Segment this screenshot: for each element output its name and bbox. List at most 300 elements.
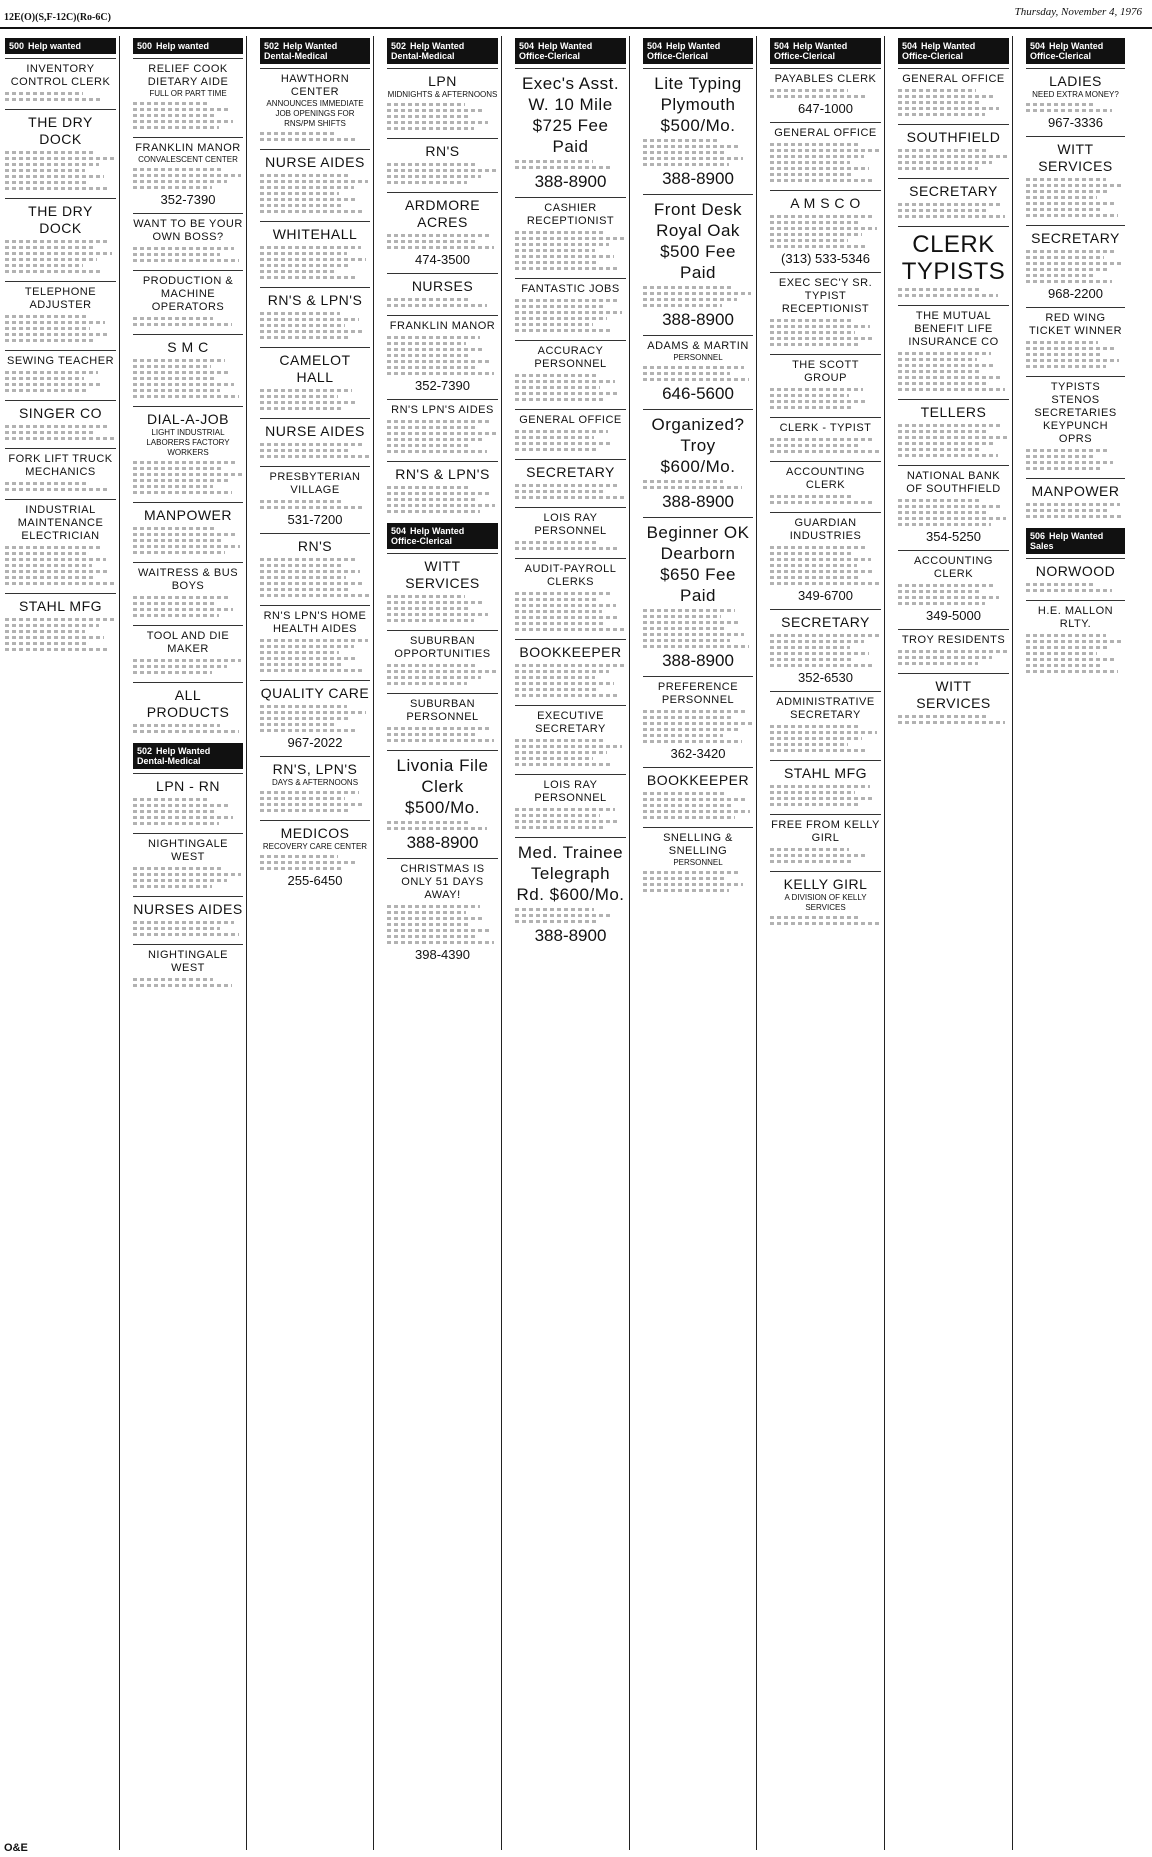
classified-ad bbox=[770, 871, 881, 933]
ad-body-text bbox=[260, 855, 370, 870]
section-title: Help Wanted Dental-Medical bbox=[391, 41, 465, 61]
ad-body-text bbox=[643, 366, 753, 381]
ad-body-text bbox=[387, 664, 498, 685]
column-7 bbox=[767, 36, 885, 1850]
ad-headline: ACCURACY PERSONNEL bbox=[534, 345, 607, 370]
section-number: 504 bbox=[902, 41, 918, 51]
classified-ad bbox=[133, 406, 243, 502]
ad-body-text bbox=[898, 149, 1009, 170]
ad-headline: SEWING TEACHER bbox=[6, 355, 115, 367]
ad-subheadline: A DIVISION OF KELLY SERVICES bbox=[784, 893, 867, 912]
section-number: 504 bbox=[647, 41, 663, 51]
classified-ad bbox=[515, 68, 626, 197]
classified-ad bbox=[898, 550, 1009, 629]
classified-ad bbox=[387, 138, 498, 192]
ad-headline: SUBURBAN OPPORTUNITIES bbox=[394, 635, 491, 660]
ad-body-text bbox=[515, 808, 626, 829]
ad-headline: FANTASTIC JOBS bbox=[521, 283, 620, 295]
ad-body-text bbox=[770, 438, 881, 453]
classified-ad bbox=[133, 270, 243, 334]
classified-ad bbox=[133, 137, 243, 213]
ad-body-text bbox=[260, 389, 370, 410]
ad-headline: CLERK - TYPIST bbox=[779, 422, 872, 434]
classified-ad bbox=[515, 558, 626, 639]
classified-ad bbox=[260, 418, 370, 466]
ad-body-text bbox=[133, 659, 243, 674]
classified-ad bbox=[260, 820, 370, 894]
ad-headline: Beginner OK Dearborn $650 Fee Paid bbox=[646, 523, 750, 605]
classified-ad bbox=[898, 673, 1009, 732]
ad-body-text bbox=[133, 102, 243, 129]
ad-body-text bbox=[5, 482, 116, 491]
ad-body-text bbox=[1026, 583, 1125, 592]
classified-ad bbox=[1026, 307, 1125, 376]
section-number: 502 bbox=[264, 41, 280, 51]
ad-headline: THE SCOTT GROUP bbox=[792, 359, 859, 384]
ad-subheadline: RECOVERY CARE CENTER bbox=[262, 842, 368, 851]
ad-body-text bbox=[133, 461, 243, 494]
ad-headline: INVENTORY CONTROL CLERK bbox=[10, 63, 111, 88]
ad-headline: NIGHTINGALE WEST bbox=[147, 838, 229, 863]
classified-ad bbox=[260, 287, 370, 347]
column-2 bbox=[130, 36, 247, 1850]
ad-headline: BOOKKEEPER bbox=[646, 772, 750, 788]
classified-ad bbox=[515, 278, 626, 340]
ad-headline: MANPOWER bbox=[1031, 483, 1120, 499]
ad-body-text bbox=[387, 103, 498, 130]
ad-headline: LPN bbox=[428, 73, 457, 89]
ad-body-text bbox=[770, 634, 881, 667]
classified-ad bbox=[515, 507, 626, 558]
ad-headline: SUBURBAN PERSONNEL bbox=[406, 698, 479, 723]
classified-ad bbox=[1026, 376, 1125, 478]
ad-body-text bbox=[260, 639, 370, 672]
ad-body-text bbox=[133, 798, 243, 825]
ad-headline: TELLERS bbox=[920, 404, 987, 420]
ad-body-text bbox=[133, 596, 243, 617]
ad-body-text bbox=[770, 388, 881, 409]
ad-body-text bbox=[643, 480, 753, 489]
classified-ad bbox=[133, 334, 243, 406]
classified-ad bbox=[770, 512, 881, 609]
ad-headline: THE DRY DOCK bbox=[28, 203, 93, 236]
ad-body-text bbox=[260, 443, 370, 458]
classified-ad bbox=[643, 68, 753, 194]
section-number: 502 bbox=[391, 41, 407, 51]
classified-ad bbox=[260, 605, 370, 680]
column-5 bbox=[512, 36, 630, 1850]
ad-body-text bbox=[133, 978, 243, 987]
classified-ad bbox=[260, 347, 370, 418]
ad-headline: EXECUTIVE SECRETARY bbox=[535, 710, 606, 735]
classified-ad bbox=[515, 197, 626, 278]
classified-ad bbox=[5, 58, 116, 109]
ad-headline: SECRETARY bbox=[526, 464, 615, 480]
classified-ad bbox=[643, 517, 753, 676]
classified-ad bbox=[133, 625, 243, 682]
classified-ad bbox=[770, 354, 881, 417]
ad-body-text bbox=[5, 151, 116, 190]
ad-body-text bbox=[515, 160, 626, 169]
section-number: 502 bbox=[137, 746, 153, 756]
ad-phone-number: 398-4390 bbox=[415, 947, 470, 962]
classified-ad bbox=[260, 149, 370, 221]
ad-headline: MANPOWER bbox=[144, 507, 232, 523]
classified-ad bbox=[1026, 136, 1125, 225]
ad-body-text bbox=[5, 618, 116, 651]
ad-headline: QUALITY CARE bbox=[260, 685, 370, 701]
classified-ad bbox=[387, 192, 498, 273]
classified-ad bbox=[260, 533, 370, 605]
classified-ad bbox=[133, 833, 243, 896]
ad-phone-number: 388-8900 bbox=[534, 172, 607, 191]
ad-body-text bbox=[770, 916, 881, 925]
ad-phone-number: 531-7200 bbox=[287, 512, 343, 527]
classified-ad bbox=[898, 629, 1009, 673]
ad-headline: LADIES bbox=[1049, 73, 1102, 89]
ad-headline: FRANKLIN MANOR bbox=[135, 142, 241, 154]
ad-body-text bbox=[515, 541, 626, 550]
ad-headline: SECRETARY bbox=[781, 614, 870, 630]
section-header bbox=[387, 38, 498, 64]
ad-body-text bbox=[260, 246, 370, 279]
ad-headline: RED WING TICKET WINNER bbox=[1028, 312, 1123, 337]
ad-body-text bbox=[898, 89, 1009, 116]
section-number: 500 bbox=[9, 41, 25, 51]
ad-headline: TYPISTS STENOS SECRETARIES KEYPUNCH OPRS bbox=[1034, 381, 1117, 445]
ad-headline: LOIS RAY PERSONNEL bbox=[534, 512, 607, 537]
ad-headline: WHITEHALL bbox=[272, 226, 358, 242]
ad-headline: WAITRESS & BUS BOYS bbox=[137, 567, 239, 592]
section-header bbox=[898, 38, 1009, 64]
ad-headline: SECRETARY bbox=[909, 183, 998, 199]
ad-body-text bbox=[643, 710, 753, 743]
ad-headline: S M C bbox=[167, 339, 209, 355]
ad-headline: A M S C O bbox=[790, 195, 861, 211]
section-number: 504 bbox=[1030, 41, 1046, 51]
ad-body-text bbox=[387, 905, 498, 944]
section-number: 504 bbox=[774, 41, 790, 51]
ad-headline: SECRETARY bbox=[1031, 230, 1120, 246]
ad-body-text bbox=[133, 247, 243, 262]
ad-headline: NORWOOD bbox=[1035, 563, 1116, 579]
ad-headline: PRESBYTERIAN VILLAGE bbox=[269, 471, 361, 496]
section-title: Help Wanted Office-Clerical bbox=[1030, 41, 1104, 61]
ad-headline: CLERK TYPISTS bbox=[901, 231, 1006, 285]
classified-ad bbox=[770, 814, 881, 871]
classified-ad bbox=[515, 459, 626, 507]
classified-ad bbox=[260, 466, 370, 533]
classified-ad bbox=[5, 593, 116, 659]
classified-ad bbox=[898, 399, 1009, 465]
ad-headline: PREFERENCE PERSONNEL bbox=[657, 681, 739, 706]
classified-ad bbox=[260, 680, 370, 756]
ad-headline: WANT TO BE YOUR OWN BOSS? bbox=[133, 218, 243, 243]
section-number: 504 bbox=[391, 526, 407, 536]
ad-headline: H.E. MALLON RLTY. bbox=[1037, 605, 1114, 630]
ad-phone-number: 362-3420 bbox=[670, 746, 726, 761]
classified-ad bbox=[770, 760, 881, 814]
ad-phone-number: 255-6450 bbox=[287, 873, 343, 888]
ad-body-text bbox=[515, 374, 626, 401]
classified-ad bbox=[1026, 68, 1125, 136]
masthead bbox=[0, 0, 1152, 26]
ad-body-text bbox=[387, 595, 498, 622]
section-code: 12E(O)(S,F-12C)(Ro-6C) bbox=[4, 12, 111, 23]
classified-ad bbox=[133, 682, 243, 741]
ad-headline: AUDIT-PAYROLL CLERKS bbox=[524, 563, 617, 588]
ad-phone-number: 968-2200 bbox=[1048, 286, 1103, 301]
ad-body-text bbox=[898, 650, 1009, 665]
classified-ad bbox=[1026, 600, 1125, 681]
section-header bbox=[260, 38, 370, 64]
ad-body-text bbox=[260, 132, 370, 141]
ad-body-text bbox=[770, 215, 881, 248]
ad-body-text bbox=[260, 558, 370, 597]
ad-headline: CAMELOT HALL bbox=[279, 352, 351, 385]
ad-headline: TELEPHONE ADJUSTER bbox=[24, 286, 97, 311]
ad-headline: CHRISTMAS IS ONLY 51 DAYS AWAY! bbox=[400, 863, 485, 901]
ad-headline: ACCOUNTING CLERK bbox=[914, 555, 993, 580]
section-header bbox=[1026, 38, 1125, 64]
ad-body-text bbox=[133, 867, 243, 888]
classified-ad bbox=[643, 767, 753, 827]
classified-ad bbox=[5, 400, 116, 448]
ad-headline: RN'S & LPN'S bbox=[395, 466, 490, 482]
ad-body-text bbox=[643, 286, 753, 307]
ad-phone-number: 354-5250 bbox=[926, 529, 981, 544]
classified-ad bbox=[260, 756, 370, 820]
classified-ad bbox=[898, 226, 1009, 305]
ad-headline: WITT SERVICES bbox=[916, 678, 991, 711]
ad-body-text bbox=[1026, 341, 1125, 368]
ad-headline: WITT SERVICES bbox=[1038, 141, 1113, 174]
classified-ad bbox=[5, 448, 116, 499]
ad-headline: GENERAL OFFICE bbox=[902, 73, 1005, 85]
ad-body-text bbox=[5, 371, 116, 392]
ad-body-text bbox=[133, 317, 243, 326]
ad-body-text bbox=[260, 791, 370, 812]
ad-body-text bbox=[515, 592, 626, 631]
ad-headline: ARDMORE ACRES bbox=[404, 197, 481, 230]
classified-ad bbox=[387, 630, 498, 693]
ad-body-text bbox=[770, 725, 881, 752]
ad-body-text bbox=[387, 727, 498, 742]
ad-phone-number: 352-7390 bbox=[160, 192, 216, 207]
ad-headline: LOIS RAY PERSONNEL bbox=[534, 779, 607, 804]
ad-body-text bbox=[387, 420, 498, 453]
section-title: Help Wanted Sales bbox=[1030, 531, 1104, 551]
classified-ad bbox=[898, 68, 1009, 124]
section-header bbox=[643, 38, 753, 64]
section-title: Help Wanted Office-Clerical bbox=[774, 41, 848, 61]
ad-phone-number: 967-2022 bbox=[287, 735, 343, 750]
ad-body-text bbox=[5, 315, 116, 342]
ad-headline: Lite Typing Plymouth $500/Mo. bbox=[654, 74, 742, 135]
ad-phone-number: 388-8900 bbox=[662, 169, 734, 188]
ad-headline: THE DRY DOCK bbox=[28, 114, 93, 147]
ad-body-text bbox=[1026, 503, 1125, 518]
section-header bbox=[770, 38, 881, 64]
ad-headline: NATIONAL BANK OF SOUTHFIELD bbox=[906, 470, 1001, 495]
ad-headline: GUARDIAN INDUSTRIES bbox=[789, 517, 862, 542]
classified-ad bbox=[515, 774, 626, 837]
ad-headline: Livonia File Clerk $500/Mo. bbox=[396, 756, 489, 817]
ad-headline: ACCOUNTING CLERK bbox=[786, 466, 865, 491]
ad-headline: FRANKLIN MANOR bbox=[389, 320, 496, 332]
ad-headline: FREE FROM KELLY GIRL bbox=[771, 819, 880, 844]
ad-body-text bbox=[898, 424, 1009, 457]
classified-ad bbox=[643, 335, 753, 409]
classifieds-page bbox=[2, 36, 1148, 1850]
ad-headline: RN'S LPN'S HOME HEALTH AIDES bbox=[263, 610, 367, 635]
ad-body-text bbox=[515, 739, 626, 766]
ad-phone-number: 349-5000 bbox=[926, 608, 981, 623]
classified-ad bbox=[387, 68, 498, 138]
ad-body-text bbox=[898, 288, 1009, 297]
ad-headline: THE MUTUAL BENEFIT LIFE INSURANCE CO bbox=[908, 310, 999, 348]
ad-headline: RN'S & LPN'S bbox=[267, 292, 363, 308]
ad-headline: SINGER CO bbox=[18, 405, 103, 421]
classified-ad bbox=[1026, 225, 1125, 307]
ad-phone-number: 388-8900 bbox=[534, 926, 607, 945]
classified-ad bbox=[770, 272, 881, 354]
classified-ad bbox=[5, 350, 116, 400]
ad-headline: RN'S bbox=[297, 538, 333, 554]
ad-headline: NIGHTINGALE WEST bbox=[147, 949, 229, 974]
footer-mark: O&E bbox=[4, 1842, 28, 1854]
ad-body-text bbox=[898, 352, 1009, 391]
classified-ad bbox=[898, 178, 1009, 226]
ad-subheadline: ANNOUNCES IMMEDIATE JOB OPENINGS FOR RNS/PM SHIFTS bbox=[266, 99, 364, 128]
ad-headline: FORK LIFT TRUCK MECHANICS bbox=[8, 453, 113, 478]
ad-body-text bbox=[898, 584, 1009, 605]
ad-headline: PRODUCTION & MACHINE OPERATORS bbox=[142, 275, 234, 313]
ad-body-text bbox=[1026, 634, 1125, 673]
ad-body-text bbox=[1026, 449, 1125, 470]
ad-phone-number: 388-8900 bbox=[662, 310, 734, 329]
section-title: Help Wanted Office-Clerical bbox=[519, 41, 593, 61]
ad-headline: SNELLING & SNELLING bbox=[663, 832, 733, 857]
ad-phone-number: 474-3500 bbox=[415, 252, 470, 267]
classified-ad bbox=[515, 837, 626, 951]
column-1 bbox=[2, 36, 120, 1850]
section-header bbox=[133, 743, 243, 769]
classified-ad bbox=[387, 399, 498, 461]
section-title: Help wanted bbox=[28, 41, 82, 51]
classified-ad bbox=[387, 315, 498, 399]
ad-subheadline: CONVALESCENT CENTER bbox=[138, 155, 238, 164]
classified-ad bbox=[770, 691, 881, 760]
classified-ad bbox=[133, 896, 243, 944]
ad-phone-number: 388-8900 bbox=[406, 833, 479, 852]
ad-body-text bbox=[770, 495, 881, 504]
classified-ad bbox=[898, 124, 1009, 178]
ad-headline: KELLY GIRL bbox=[783, 876, 868, 892]
ad-phone-number: (313) 533-5346 bbox=[781, 251, 870, 266]
ad-headline: ADMINISTRATIVE SECRETARY bbox=[776, 696, 875, 721]
ad-phone-number: 352-7390 bbox=[415, 378, 470, 393]
ad-body-text bbox=[643, 139, 753, 166]
column-8 bbox=[895, 36, 1013, 1850]
classified-ad bbox=[133, 58, 243, 137]
ad-body-text bbox=[770, 319, 881, 346]
ad-headline: TROY RESIDENTS bbox=[901, 634, 1006, 646]
ad-headline: RN'S, LPN'S bbox=[272, 761, 358, 777]
ad-body-text bbox=[643, 792, 753, 819]
section-number: 504 bbox=[519, 41, 535, 51]
ad-headline: GENERAL OFFICE bbox=[774, 127, 877, 139]
ad-headline: TOOL AND DIE MAKER bbox=[146, 630, 230, 655]
classified-ad bbox=[770, 417, 881, 461]
ad-subheadline: PERSONNEL bbox=[673, 353, 723, 362]
ad-body-text bbox=[387, 821, 498, 830]
column-6 bbox=[640, 36, 757, 1850]
ad-headline: NURSE AIDES bbox=[265, 154, 365, 170]
ad-body-text bbox=[898, 715, 1009, 724]
classified-ad bbox=[260, 221, 370, 287]
classified-ad bbox=[515, 639, 626, 705]
ad-body-text bbox=[387, 298, 498, 307]
ad-body-text bbox=[260, 312, 370, 339]
column-4 bbox=[384, 36, 502, 1850]
classified-ad bbox=[133, 502, 243, 562]
classified-ad bbox=[643, 409, 753, 517]
classified-ad bbox=[898, 305, 1009, 399]
ad-headline: STAHL MFG bbox=[18, 598, 103, 614]
ad-subheadline: LIGHT INDUSTRIAL LABORERS FACTORY WORKERS bbox=[146, 428, 230, 457]
ad-body-text bbox=[387, 336, 498, 375]
ad-subheadline: FULL OR PART TIME bbox=[149, 89, 227, 98]
ad-body-text bbox=[898, 499, 1009, 526]
ad-body-text bbox=[5, 240, 116, 273]
ad-body-text bbox=[515, 908, 626, 923]
ad-subheadline: MIDNIGHTS & AFTERNOONS bbox=[387, 90, 498, 99]
ad-headline: WITT SERVICES bbox=[405, 558, 480, 591]
ad-headline: RELIEF COOK DIETARY AIDE bbox=[147, 63, 229, 88]
ad-body-text bbox=[770, 89, 881, 98]
ad-phone-number: 967-3336 bbox=[1048, 115, 1103, 130]
ad-body-text bbox=[387, 163, 498, 184]
ad-body-text bbox=[260, 705, 370, 732]
section-title: Help wanted bbox=[156, 41, 210, 51]
classified-ad bbox=[770, 122, 881, 190]
classified-ad bbox=[5, 281, 116, 350]
classified-ad bbox=[515, 409, 626, 459]
classified-ad bbox=[1026, 558, 1125, 600]
section-header bbox=[387, 523, 498, 549]
ad-headline: LPN - RN bbox=[156, 778, 220, 794]
ad-body-text bbox=[515, 664, 626, 697]
ad-subheadline: DAYS & AFTERNOONS bbox=[271, 778, 359, 787]
classified-ad bbox=[5, 499, 116, 593]
ad-body-text bbox=[770, 785, 881, 806]
ad-body-text bbox=[133, 168, 243, 189]
ad-body-text bbox=[770, 546, 881, 585]
section-header bbox=[133, 38, 243, 54]
ad-body-text bbox=[133, 527, 243, 554]
classified-ad bbox=[770, 609, 881, 691]
ad-headline: HAWTHORN CENTER bbox=[280, 73, 350, 98]
classified-ad bbox=[643, 827, 753, 900]
ad-headline: GENERAL OFFICE bbox=[519, 414, 622, 426]
section-title: Help Wanted Office-Clerical bbox=[391, 526, 465, 546]
ad-body-text bbox=[260, 500, 370, 509]
classified-ad bbox=[133, 213, 243, 270]
ad-headline: EXEC SEC'Y SR. TYPIST RECEPTIONIST bbox=[778, 277, 873, 315]
ad-headline: MEDICOS bbox=[280, 825, 350, 841]
ad-body-text bbox=[133, 724, 243, 733]
